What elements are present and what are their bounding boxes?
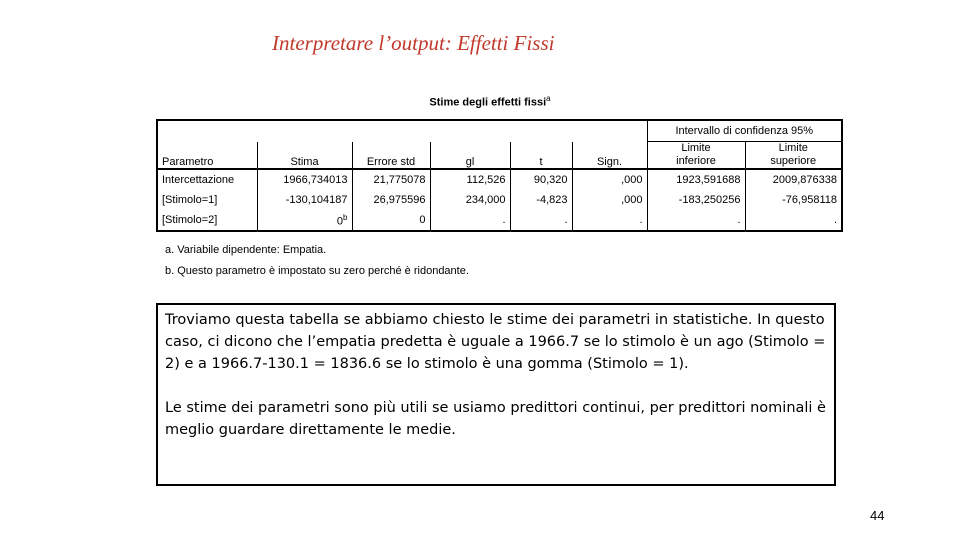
table-title-footnote-marker: a: [546, 94, 551, 103]
table-title: [0, 94, 960, 109]
cell-stima-value: 0: [336, 215, 344, 228]
cell-limite-inferiore: .: [647, 210, 745, 231]
cell-gl: 112,526: [430, 169, 510, 190]
cell-gl: .: [430, 210, 510, 231]
cell-limite-superiore: .: [745, 210, 842, 231]
header-stima: Stima: [257, 142, 352, 170]
header-limite-inferiore: Limite inferiore: [647, 142, 745, 170]
cell-limite-superiore: -76,958118: [745, 190, 842, 210]
table-row: [157, 190, 842, 210]
cell-t: -4,823: [510, 190, 572, 210]
cell-limite-inferiore: 1923,591688: [647, 169, 745, 190]
fixed-effects-table: [156, 119, 843, 232]
cell-sign: ,000: [572, 190, 647, 210]
cell-param: Intercettazione: [157, 169, 257, 190]
header-sign: Sign.: [572, 142, 647, 170]
header-limite-superiore: Limite superiore: [745, 142, 842, 170]
cell-param: [Stimolo=1]: [162, 194, 218, 206]
footnote-marker-b: b: [343, 212, 348, 222]
table-title-text: Stime degli effetti fissi: [429, 96, 547, 109]
cell-stima: [257, 210, 352, 231]
cell-errore: 0: [352, 210, 430, 231]
table-footnote-b: b. Questo parametro è impostato su zero perché è ridondante.: [165, 265, 469, 277]
cell-limite-inferiore: -183,250256: [647, 190, 745, 210]
header-errore-std: Errore std: [352, 142, 430, 170]
table-header-top-row: [157, 120, 842, 142]
table-row: [157, 210, 842, 231]
cell-t: 90,320: [510, 169, 572, 190]
header-t: t: [510, 142, 572, 170]
cell-limite-superiore: 2009,876338: [745, 169, 842, 190]
explanation-paragraph-1: Troviamo questa tabella se abbiamo chiesto le stime dei parametri in statistiche. In questo caso, ci dicono che l’empatia predetta è uguale a 1966.7 se lo stimolo è un ago (Stimolo = 2) e a 1966.7-130.1 = 1836.6 se lo stimolo è una gomma (Stimolo = 1).: [165, 312, 826, 372]
table-footnote-a: a. Variabile dipendente: Empatia.: [165, 244, 327, 256]
table-row: [157, 169, 842, 190]
cell-stima: -130,104187: [257, 190, 352, 210]
ci-header: Intervallo di confidenza 95%: [647, 120, 842, 142]
header-gl: gl: [430, 142, 510, 170]
table-header-row: [157, 142, 842, 170]
cell-sign: ,000: [572, 169, 647, 190]
slide-title: Interpretare l’output: Effetti Fissi: [272, 31, 555, 55]
cell-sign: .: [572, 210, 647, 231]
cell-stima: 1966,734013: [257, 169, 352, 190]
explanation-textbox: [156, 303, 836, 486]
cell-t: .: [510, 210, 572, 231]
header-parametro: Parametro: [162, 156, 214, 168]
page-number: 44: [870, 508, 885, 523]
cell-errore: 26,975596: [352, 190, 430, 210]
cell-errore: 21,775078: [352, 169, 430, 190]
cell-gl: 234,000: [430, 190, 510, 210]
cell-param: [Stimolo=2]: [162, 214, 218, 226]
explanation-paragraph-2: Le stime dei parametri sono più utili se usiamo predittori continui, per predittori nominali è meglio guardare direttamente le medie.: [165, 400, 826, 438]
